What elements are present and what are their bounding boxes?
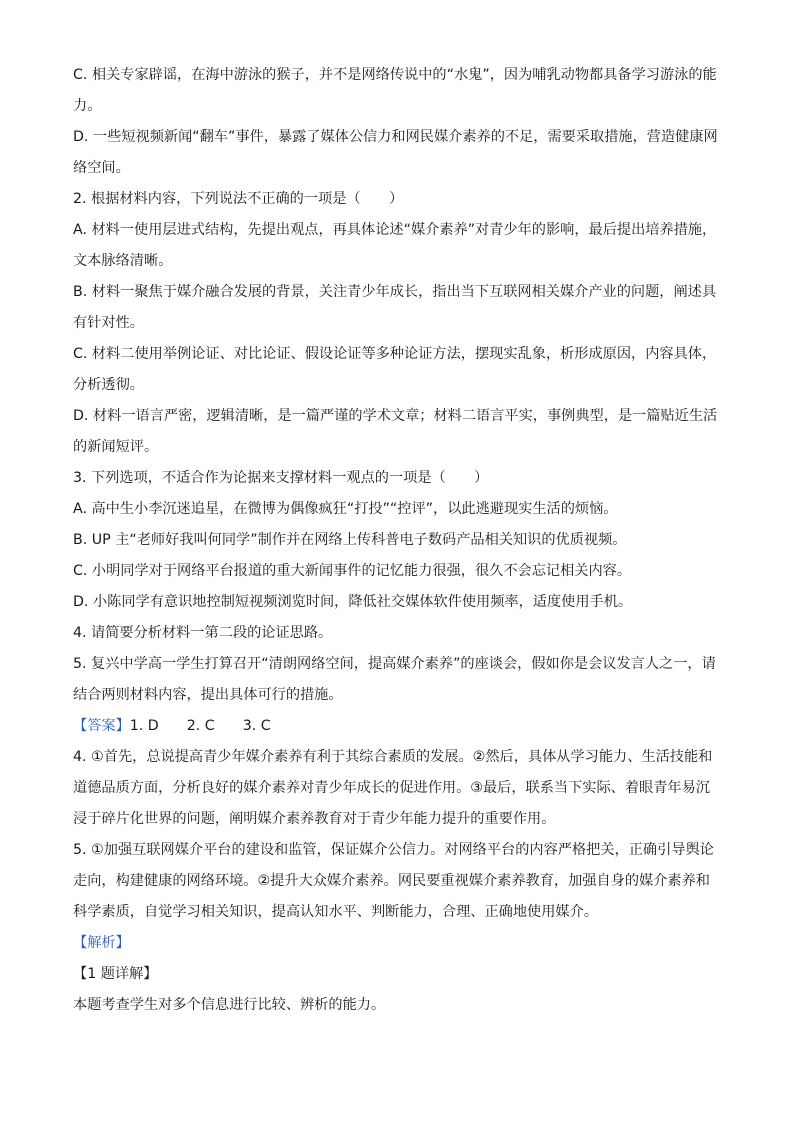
q3-option-b: B. UP 主“老师好我叫何同学”制作并在网络上传科普电子数码产品相关知识的优质视频。 bbox=[73, 532, 627, 548]
q3-stem: 3. 下列选项，不适合作为论据来支撑材料一观点的一项是（ ） bbox=[73, 470, 489, 486]
q2-option-a: A. 材料一使用层进式结构，先提出观点，再具体论述“媒介素养”对青少年的影响，最后提出培养措施，文本脉络清晰。 bbox=[73, 222, 717, 269]
q3-option-a: A. 高中生小李沉迷追星，在微博为偶像疯狂“打投”“控评”，以此逃避现实生活的烦恼。 bbox=[73, 501, 618, 517]
answer-3: 3. C bbox=[242, 718, 271, 734]
analysis-text: 本题考查学生对多个信息进行比较、辨析的能力。 bbox=[73, 997, 386, 1013]
answer-4: 4. ①首先，总说提高青少年媒介素养有利于其综合素质的发展。②然后，具体从学习能力、生活技能和道德品质方面，分析良好的媒介素养对青少年成长的促进作用。③最后，联系当下实际、着眼青年易沉浸于碎片化世界的问题，阐明媒介素养教育对于青少年能力提升的重要作用。 bbox=[73, 749, 713, 827]
analysis-sub-label: 【1 题详解】 bbox=[73, 966, 158, 982]
q2-option-c: C. 材料二使用举例论证、对比论证、假设论证等多种论证方法，摆现实乱象，析形成原因，内容具体，分析透彻。 bbox=[73, 346, 717, 393]
q1-option-d: D. 一些短视频新闻“翻车”事件，暴露了媒体公信力和网民媒介素养的不足，需要采取措施，营造健康网络空间。 bbox=[73, 129, 718, 176]
q2-stem: 2. 根据材料内容，下列说法不正确的一项是（ ） bbox=[73, 191, 404, 207]
document-body bbox=[73, 60, 723, 1021]
analysis-label: 【解析】 bbox=[73, 935, 130, 951]
q3-option-c: C. 小明同学对于网络平台报道的重大新闻事件的记忆能力很强，很久不会忘记相关内容。 bbox=[73, 563, 632, 579]
q1-option-c: C. 相关专家辟谣，在海中游泳的猴子，并不是网络传说中的“水鬼”，因为哺乳动物都具备学习游泳的能力。 bbox=[73, 67, 717, 114]
answer-label: 【答案】 bbox=[73, 718, 130, 734]
answer-5: 5. ①加强互联网媒介平台的建设和监管，保证媒介公信力。对网络平台的内容严格把关，正确引导舆论走向，构建健康的网络环境。②提升大众媒介素养。网民要重视媒介素养教育，加强自身的媒介素养和科学素质，自觉学习相关知识，提高认知水平、判断能力，合理、正确地使用媒介。 bbox=[73, 842, 714, 920]
q3-option-d: D. 小陈同学有意识地控制短视频浏览时间，降低社交媒体软件使用频率，适度使用手机。 bbox=[73, 594, 633, 610]
q4-stem: 4. 请简要分析材料一第二段的论证思路。 bbox=[73, 625, 333, 641]
answer-line bbox=[73, 711, 723, 742]
q2-option-d: D. 材料一语言严密，逻辑清晰，是一篇严谨的学术文章；材料二语言平实，事例典型，是一篇贴近生活的新闻短评。 bbox=[73, 408, 718, 455]
q5-stem: 5. 复兴中学高一学生打算召开“清朗网络空间，提高媒介素养”的座谈会，假如你是会议发言人之一，请结合两则材料内容，提出具体可行的措施。 bbox=[73, 656, 716, 703]
answer-1: 1. D bbox=[129, 718, 159, 734]
answer-2: 2. C bbox=[186, 718, 215, 734]
q2-option-b: B. 材料一聚焦于媒介融合发展的背景，关注青少年成长，指出当下互联网相关媒介产业的问题，阐述具有针对性。 bbox=[73, 284, 717, 331]
